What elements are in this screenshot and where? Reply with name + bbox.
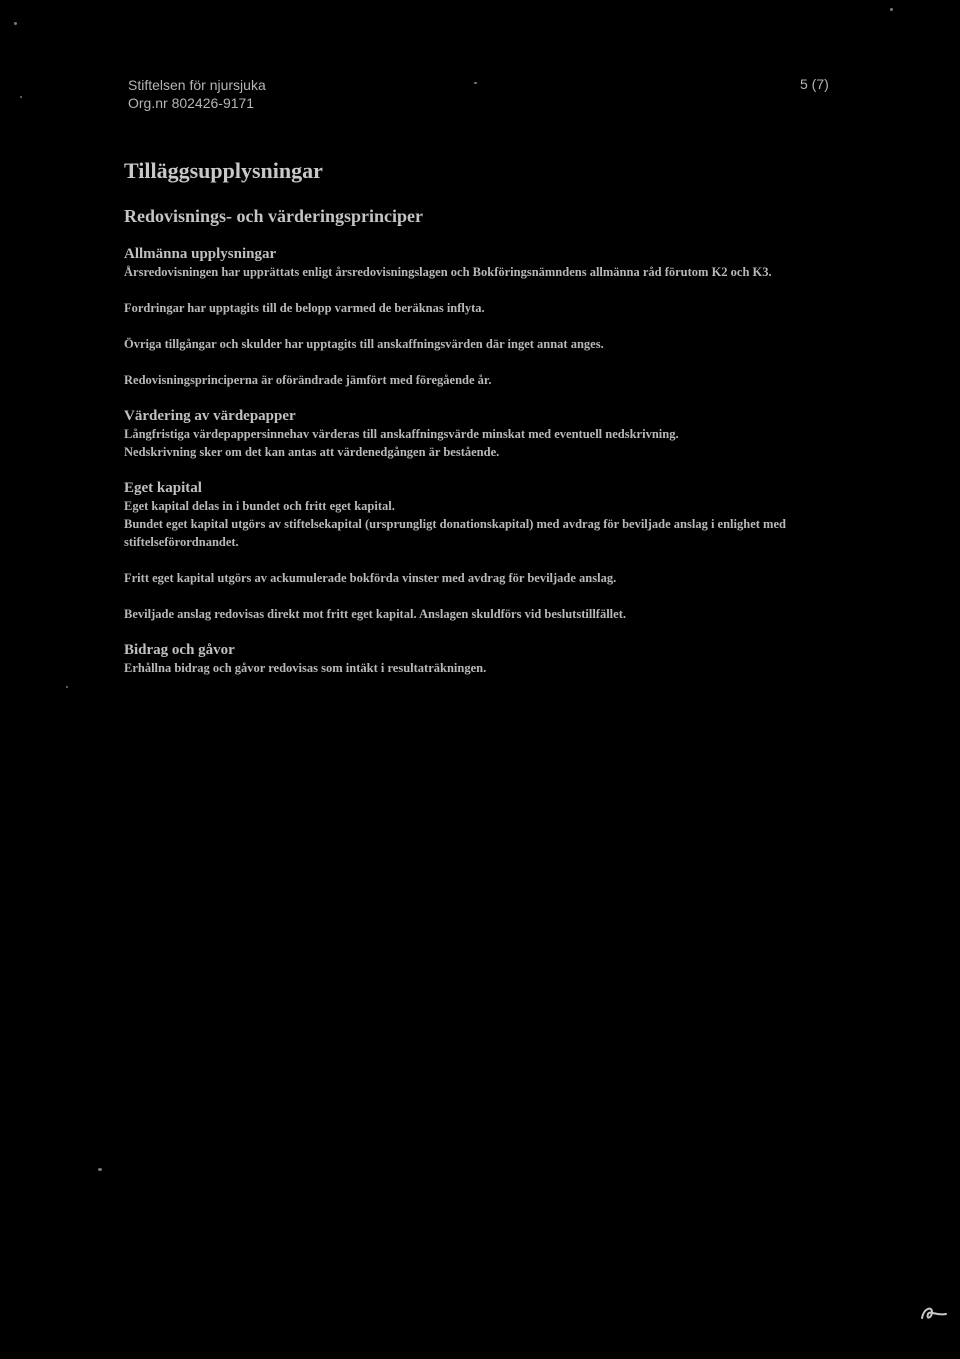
scan-speck [474, 82, 477, 84]
section-title: Redovisnings- och värderingsprinciper [124, 206, 424, 226]
organization-number: Org.nr 802426-9171 [128, 95, 255, 111]
equity-paragraph-2: Beviljade anslag redovisas direkt mot fritt eget kapital. Anslagen skuldförs vid beslutstillfället. [124, 607, 626, 621]
scan-speck [890, 8, 893, 11]
document-body [124, 158, 834, 677]
page-number: 5 (7) [800, 76, 829, 92]
scan-speck [66, 686, 68, 688]
general-info-paragraph-4: Redovisningsprinciperna är oförändrade jämfört med föregående år. [124, 373, 492, 387]
document-header [128, 76, 266, 112]
general-info-paragraph-2: Fordringar har upptagits till de belopp varmed de beräknas inflyta. [124, 301, 485, 315]
donations-line-1: Erhållna bidrag och gåvor redovisas som intäkt i resultaträkningen. [124, 661, 487, 675]
scan-speck [98, 1168, 102, 1171]
handwritten-initial-icon [918, 1300, 950, 1324]
scan-speck [20, 96, 22, 98]
securities-line-2: Nedskrivning sker om det kan antas att värdenedgången är bestående. [124, 445, 500, 459]
equity-line-2: Bundet eget kapital utgörs av stiftelsekapital (ursprungligt donationskapital) med avdrag för beviljade anslag i enlighet med stiftelseförordnandet. [124, 517, 786, 549]
general-info-heading: Allmänna upplysningar [124, 246, 277, 262]
equity-line-1: Eget kapital delas in i bundet och fritt eget kapital. [124, 499, 395, 513]
page-title: Tilläggsupplysningar [124, 158, 323, 183]
securities-heading: Värdering av värdepapper [124, 408, 296, 424]
general-info-paragraph-3: Övriga tillgångar och skulder har upptagits till anskaffningsvärden där inget annat anges. [124, 337, 604, 351]
equity-paragraph-1: Fritt eget kapital utgörs av ackumulerade bokförda vinster med avdrag för beviljade anslag. [124, 571, 617, 585]
equity-heading: Eget kapital [124, 480, 202, 496]
general-info-paragraph-1: Årsredovisningen har upprättats enligt årsredovisningslagen och Bokföringsnämndens allmänna råd förutom K2 och K3. [124, 265, 772, 279]
scan-speck [14, 22, 17, 25]
donations-heading: Bidrag och gåvor [124, 642, 235, 658]
organization-name: Stiftelsen för njursjuka [128, 77, 266, 93]
securities-line-1: Långfristiga värdepappersinnehav värderas till anskaffningsvärde minskat med eventuell nedskrivning. [124, 427, 679, 441]
